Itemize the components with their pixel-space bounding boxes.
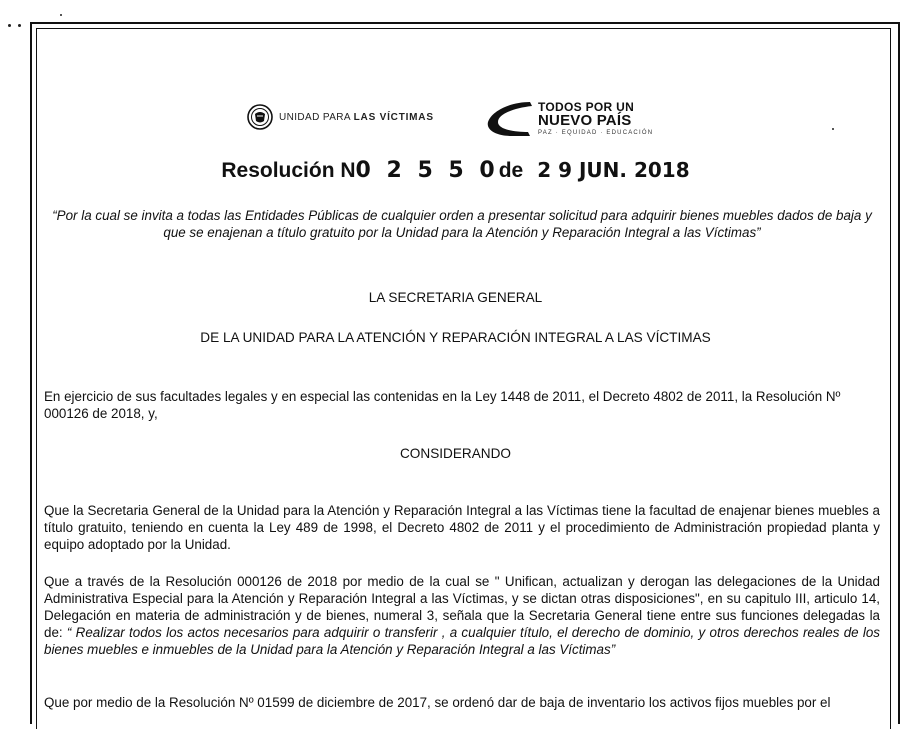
scan-speck bbox=[60, 14, 62, 16]
logo-left-text: UNIDAD PARA LAS VÍCTIMAS bbox=[279, 111, 434, 123]
swoosh-logo-icon bbox=[482, 96, 534, 140]
coat-of-arms-icon bbox=[247, 104, 273, 130]
subtitle: “Por la cual se invita a todas las Entidades Públicas de cualquier orden a presentar solicitud para adquirir bienes muebles dados de baja y que se enajenan a título gratuito por la Unidad para la Atención y Reparación Integral a las Víctimas” bbox=[52, 208, 872, 240]
authority-line-2: DE LA UNIDAD PARA LA ATENCIÓN Y REPARACIÓN INTEGRAL A LAS VÍCTIMAS bbox=[200, 330, 711, 345]
authority-line-1: LA SECRETARIA GENERAL bbox=[368, 290, 543, 305]
resolution-number: 0 2 5 5 0 bbox=[355, 158, 499, 183]
paragraph-2-quote: “ Realizar todos los actos necesarios para adquirir o transferir , a cualquier título, el derecho de dominio, y otros derechos reales de los bienes muebles e inmuebles de la Unidad para la Atención y Reparación Integral a las Víctimas” bbox=[44, 625, 880, 657]
preamble: En ejercicio de sus facultades legales y en especial las contenidas en la Ley 1448 de 2011, el Decreto 4802 de 2011, la Resolución Nº 000126 de 2018, y, bbox=[44, 389, 841, 421]
resolution-date: 2 9 JUN. 2018 bbox=[537, 158, 690, 182]
logo-todos-por-un-nuevo-pais bbox=[482, 96, 653, 140]
logo-right-line1: TODOS POR UN bbox=[538, 99, 635, 114]
resolution-de: de bbox=[498, 159, 524, 182]
paragraph-3: Que por medio de la Resolución Nº 01599 de diciembre de 2017, se ordenó dar de baja de inventario los activos fijos muebles por el bbox=[44, 695, 831, 710]
considering-heading: CONSIDERANDO bbox=[399, 446, 512, 461]
resolution-title bbox=[0, 158, 911, 183]
scan-speck bbox=[18, 24, 21, 27]
paragraph-2 bbox=[44, 573, 880, 658]
paragraph-1: Que la Secretaria General de la Unidad para la Atención y Reparación Integral a las Víctimas tiene la facultad de enajenar bienes muebles a título gratuito, teniendo en cuenta la Ley 489 de 1998, el Decreto 4802 de 2011 y el procedimiento de Administración propiedad planta y equipo adoptado por la Unidad. bbox=[44, 503, 880, 552]
paragraph-2-intro: Que a través de la Resolución 000126 de 2018 por medio de la cual se " Unifican, actualizan y derogan las delegaciones de la Unidad Administrativa Especial para la Atención y Reparación Integral a las Víctimas, y se dictan otras disposiciones", en su capitulo III, articulo 14, Delegación en materia de administración y de bienes, numeral 3, señala que la Secretaria General tiene entre sus funciones delegadas la de: bbox=[44, 574, 880, 640]
scan-speck bbox=[8, 24, 11, 27]
logo-unidad-victimas bbox=[247, 104, 434, 130]
logo-right-line3: PAZ · EQUIDAD · EDUCACIÓN bbox=[538, 129, 654, 136]
resolution-label: Resolución N bbox=[221, 159, 356, 182]
logo-right-line2: NUEVO PAÍS bbox=[538, 111, 632, 129]
